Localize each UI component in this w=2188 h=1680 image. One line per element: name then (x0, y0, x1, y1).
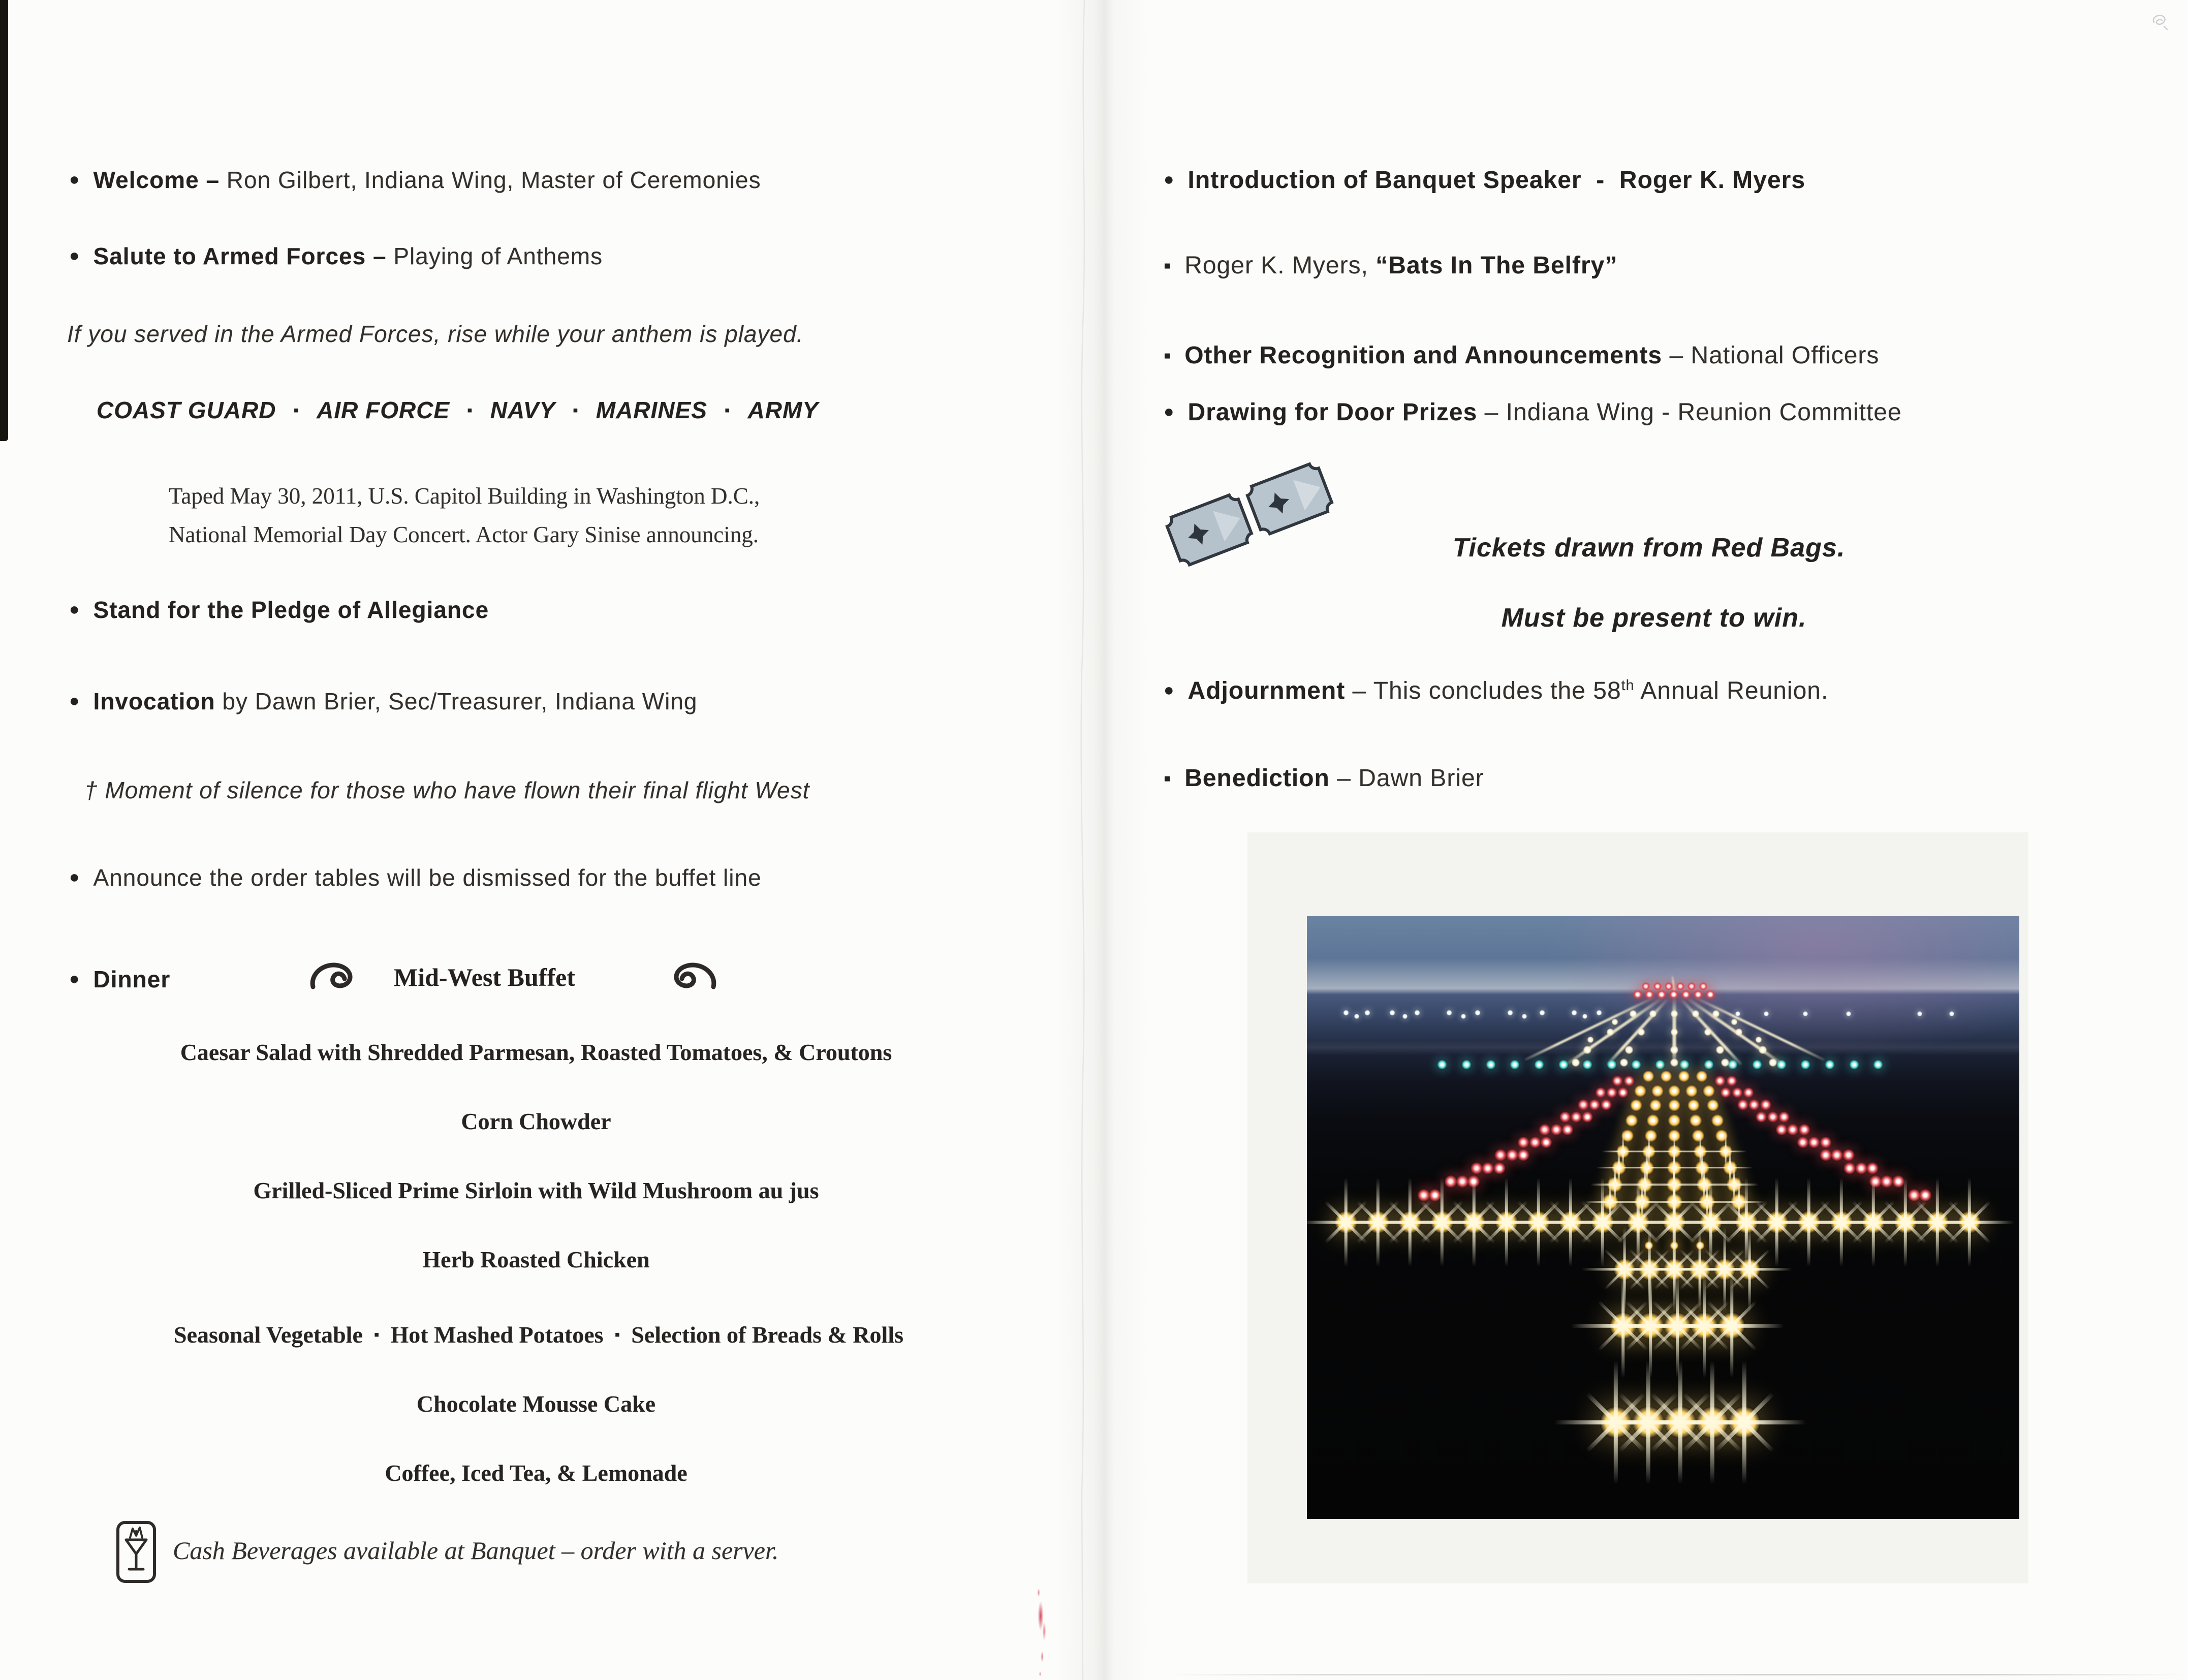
runway-light (1825, 1060, 1835, 1070)
runway-light (1437, 1060, 1447, 1070)
program-item-introduction: ● Introduction of Banquet Speaker - Roger K. Myers (1164, 167, 1806, 194)
square-separator-icon: ▪ (573, 402, 579, 419)
program-item-other-recognition: ▪ Other Recognition and Announcements – National Officers (1164, 342, 1880, 369)
runway-light (1446, 1010, 1452, 1016)
runway-light (1517, 1148, 1530, 1161)
runway-light (1718, 1312, 1745, 1340)
runway-light (1728, 1406, 1761, 1439)
tickets-note-1: Tickets drawn from Red Bags. (1452, 533, 1846, 563)
runway-light (1693, 989, 1703, 1000)
runway-light (1510, 1060, 1520, 1070)
runway-light (1617, 1087, 1629, 1098)
runway-light (1820, 1136, 1832, 1148)
runway-light (1776, 1060, 1787, 1070)
runway-light (1637, 1028, 1645, 1036)
runway-light (1571, 1010, 1577, 1016)
round-bullet-icon: ● (1164, 402, 1175, 421)
round-bullet-icon: ● (1164, 170, 1175, 189)
runway-light (1644, 989, 1654, 1000)
runway-light (1660, 1070, 1672, 1082)
runway-light (1831, 1148, 1843, 1161)
runway-light (1892, 1175, 1905, 1188)
runway-light (1475, 1010, 1481, 1016)
runway-light (1558, 1060, 1569, 1070)
runway-light (1768, 1058, 1777, 1067)
runway-light (1758, 1045, 1767, 1054)
runway-light (1570, 1111, 1582, 1123)
runway-light (1715, 1045, 1725, 1054)
runway-light (1670, 1010, 1678, 1018)
runway-light (1704, 1060, 1714, 1070)
runway-light (1668, 1114, 1681, 1127)
runway-light (1748, 1099, 1760, 1111)
runway-light (1606, 1028, 1614, 1036)
runway-light (1624, 1045, 1634, 1054)
runway-light (1630, 1099, 1642, 1112)
runway-light (1737, 1099, 1749, 1111)
runway-light (1539, 1124, 1551, 1136)
runway-light (1687, 982, 1696, 991)
scan-bottom-edge (1169, 1674, 2188, 1675)
runway-light (1550, 1124, 1562, 1136)
runway-light (1646, 1114, 1660, 1127)
pencil-doodle (2147, 11, 2177, 37)
round-bullet-icon: ● (1164, 680, 1175, 700)
runway-light (1611, 1018, 1618, 1025)
runway-light (1596, 1010, 1602, 1016)
runway-light (1534, 1060, 1544, 1070)
runway-light (1808, 1136, 1820, 1148)
runway-light (1775, 1124, 1788, 1136)
runway-light (1577, 1099, 1589, 1111)
square-separator-icon: ▪ (373, 1326, 380, 1343)
runway-light (1752, 1060, 1762, 1070)
runway-light (1612, 1075, 1623, 1086)
runway-light (1755, 1036, 1762, 1043)
runway-light (1819, 1148, 1832, 1161)
runway-light (1606, 1087, 1617, 1098)
program-item-benediction: ▪ Benediction – Dawn Brier (1164, 765, 1484, 792)
runway-light (1778, 1111, 1790, 1123)
runway-light (1767, 1111, 1778, 1123)
runway-light (1343, 1010, 1349, 1016)
menu-drinks: Coffee, Iced Tea, & Lemonade (385, 1460, 687, 1486)
runway-light (1540, 1136, 1552, 1148)
square-separator-icon: ▪ (724, 402, 731, 419)
program-item-door-prizes: ● Drawing for Door Prizes – Indiana Wing - Reunion Committee (1164, 399, 1902, 426)
program-item-invocation: ● Invocation by Dawn Brier, Sec/Treasurer, Indiana Wing (69, 688, 698, 714)
fold-crease-line (1073, 0, 1093, 1680)
square-separator-icon: ▪ (293, 402, 300, 419)
menu-item: Grilled-Sliced Prime Sirloin with Wild Mushroom au jus (253, 1177, 819, 1203)
program-item-dinner: ● Dinner (69, 966, 171, 992)
runway-light (1679, 1060, 1690, 1070)
runway-light (1681, 989, 1691, 1000)
runway-light (1631, 1060, 1641, 1070)
runway-light (1800, 1060, 1810, 1070)
runway-light (1917, 1011, 1922, 1017)
program-item-pledge: ● Stand for the Pledge of Allegiance (69, 597, 489, 623)
program-item-announce: ● Announce the order tables will be dismissed for the buffet line (69, 864, 762, 891)
runway-light (1678, 1070, 1690, 1082)
runway-light (1589, 1099, 1601, 1111)
runway-light (1714, 1075, 1726, 1086)
runway-light (1644, 1129, 1658, 1142)
runway-light (1787, 1124, 1799, 1136)
tickets-icon (1160, 460, 1358, 607)
runway-light (1735, 1011, 1741, 1017)
runway-light (1705, 989, 1715, 1000)
runway-light (1529, 1136, 1541, 1148)
runway-light (1582, 1013, 1587, 1019)
runway-light (1702, 1084, 1715, 1097)
runway-light (1676, 982, 1685, 991)
runway-light (1649, 1010, 1657, 1018)
runway-light (1685, 1084, 1698, 1097)
runway-light (1582, 1111, 1593, 1123)
round-bullet-icon: ● (69, 600, 80, 619)
runway-light (1582, 1060, 1592, 1070)
runway-light (1843, 1162, 1856, 1174)
runway-light (1364, 1010, 1370, 1016)
runway-light (1461, 1060, 1472, 1070)
runway-light (1634, 1084, 1647, 1097)
fleuron-right-icon (667, 958, 717, 996)
runway-light (1428, 1189, 1442, 1202)
runway-light (1721, 1058, 1730, 1067)
round-bullet-icon: ● (69, 246, 80, 265)
runway-light (1651, 1084, 1664, 1097)
round-bullet-icon: ● (69, 691, 80, 710)
runway-light (1561, 1124, 1574, 1136)
runway-light (1389, 1010, 1395, 1016)
runway-light (1402, 1013, 1408, 1019)
round-bullet-icon: ● (69, 969, 80, 988)
runway-light (1629, 1010, 1637, 1018)
runway-light (1600, 1099, 1612, 1111)
runway-light (1633, 989, 1643, 1000)
runway-light (1668, 1099, 1681, 1112)
runway-light (1687, 1099, 1700, 1112)
runway-light (1760, 1099, 1771, 1111)
runway-light (1726, 1176, 1742, 1193)
runway-light (1731, 1018, 1738, 1025)
runway-light (1738, 1258, 1761, 1281)
runway-light (1506, 1148, 1518, 1161)
runway-light (1803, 1011, 1808, 1017)
runway-light (1486, 1060, 1496, 1070)
red-ink-smudge (1025, 1580, 1058, 1680)
runway-light (1723, 1160, 1738, 1175)
menu-item: Caesar Salad with Shredded Parmesan, Roasted Tomatoes, & Croutons (180, 1039, 892, 1065)
runway-light (1855, 1162, 1867, 1174)
runway-light (1607, 1060, 1617, 1070)
program-item-salute: ● Salute to Armed Forces – Playing of Anthems (69, 243, 603, 269)
square-bullet-icon: ▪ (1164, 345, 1172, 367)
runway-light (1507, 1010, 1513, 1016)
runway-light (1798, 1124, 1810, 1136)
cocktail-glass-icon (116, 1520, 157, 1583)
runway-light (1711, 1114, 1724, 1127)
fleuron-left-icon (309, 958, 360, 996)
runway-light (1842, 1148, 1855, 1161)
runway-light (1743, 1087, 1754, 1098)
runway-light (1949, 1011, 1954, 1017)
square-separator-icon: ▪ (614, 1326, 620, 1343)
runway-light (1707, 1099, 1720, 1112)
runway-light (1461, 1013, 1466, 1019)
runway-light (1958, 1210, 1981, 1234)
square-bullet-icon: ▪ (1164, 255, 1172, 277)
runway-light (1668, 1084, 1681, 1097)
round-bullet-icon: ● (69, 867, 80, 887)
service-branches: COAST GUARD ▪ AIR FORCE ▪ NAVY ▪ MARINES ▪ ARMY (97, 397, 819, 423)
runway-light (1846, 1011, 1851, 1017)
runway-light (1670, 1045, 1679, 1054)
square-bullet-icon: ▪ (1164, 767, 1172, 790)
runway-light (1354, 1013, 1360, 1019)
runway-light (1521, 1013, 1527, 1019)
runway-light (1692, 1129, 1705, 1142)
menu-sides: Seasonal Vegetable ▪ Hot Mashed Potatoes ▪ Selection of Breads & Rolls (173, 1322, 904, 1348)
runway-light (1517, 1136, 1529, 1148)
program-item-welcome: ● Welcome – Ron Gilbert, Indiana Wing, Master of Ceremonies (69, 167, 761, 193)
page-fold-shading (1057, 0, 1148, 1680)
runway-light (1656, 989, 1667, 1000)
round-bullet-icon: ● (69, 170, 80, 189)
runway-light (1493, 1162, 1506, 1174)
runway-light (1919, 1189, 1932, 1202)
served-note: If you served in the Armed Forces, rise while your anthem is played. (67, 321, 804, 347)
program-item-speaker: ▪ Roger K. Myers, “Bats In The Belfry” (1164, 252, 1618, 279)
runway-light (1625, 1114, 1638, 1127)
cash-beverage-note: Cash Beverages available at Banquet – order with a server. (173, 1536, 779, 1565)
runway-light (1539, 1010, 1545, 1016)
runway-light (1559, 1111, 1571, 1123)
taped-note-line1: Taped May 30, 2011, U.S. Capitol Building in Washington D.C., (169, 483, 760, 509)
silence-note: † Moment of silence for those who have flown their final flight West (84, 777, 810, 803)
runway-light (1470, 1162, 1483, 1174)
runway-light (1583, 1045, 1592, 1054)
runway-light (1797, 1136, 1809, 1148)
runway-light (1756, 1111, 1767, 1123)
runway-light (1726, 1075, 1737, 1086)
runway-light (1696, 1070, 1708, 1082)
runway-light (1689, 1114, 1702, 1127)
runway-light (1849, 1060, 1859, 1070)
runway-light (1712, 1010, 1720, 1018)
runway-light (1764, 1011, 1769, 1017)
menu-item: Herb Roasted Chicken (422, 1247, 650, 1272)
horizon-glow (1307, 1040, 2019, 1054)
runway-light (1692, 1010, 1700, 1018)
square-separator-icon: ▪ (467, 402, 473, 419)
runway-light (1642, 1070, 1654, 1082)
program-item-adjournment: ● Adjournment – This concludes the 58th Annual Reunion. (1164, 677, 1829, 704)
runway-light (1732, 1087, 1743, 1098)
tickets-note-2: Must be present to win. (1501, 603, 1807, 633)
runway-light (1649, 1099, 1662, 1112)
menu-dessert: Chocolate Mousse Cake (416, 1391, 656, 1417)
runway-light (1670, 1058, 1679, 1067)
scan-edge-shadow (0, 0, 8, 441)
runway-light (1866, 1162, 1879, 1174)
runway-light (1571, 1058, 1580, 1067)
runway-light (1494, 1148, 1507, 1161)
runway-light (1482, 1162, 1494, 1174)
runway-light (1704, 1028, 1712, 1036)
taped-note-line2: National Memorial Day Concert. Actor Gary Sinise announcing. (169, 522, 759, 547)
runway-light (1720, 1087, 1731, 1098)
buffet-title: Mid-West Buffet (394, 963, 575, 991)
runway-light (1619, 1058, 1629, 1067)
runway-light (1587, 1036, 1594, 1043)
runway-light (1735, 1028, 1743, 1036)
menu-item: Corn Chowder (461, 1108, 611, 1134)
runway-light (1414, 1010, 1420, 1016)
runway-light (1655, 1060, 1665, 1070)
runway-light (1670, 1028, 1678, 1036)
runway-light (1669, 989, 1679, 1000)
runway-light (1595, 1087, 1606, 1098)
runway-light (1623, 1075, 1635, 1086)
runway-photo (1307, 916, 2019, 1519)
runway-light (1873, 1060, 1883, 1070)
